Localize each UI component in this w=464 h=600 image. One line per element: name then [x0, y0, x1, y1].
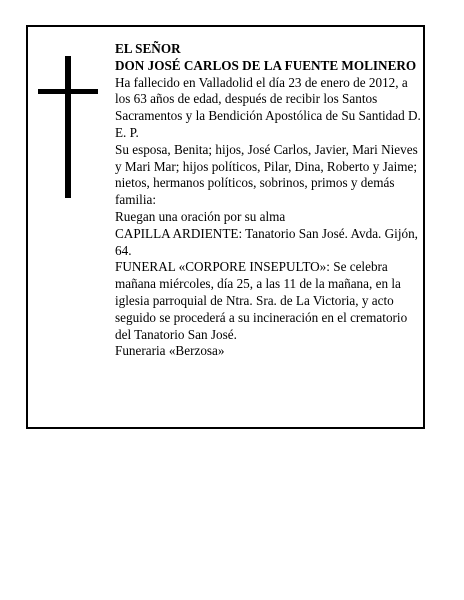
notice-heading-name: DON JOSÉ CARLOS DE LA FUENTE MOLINERO [115, 57, 417, 73]
prayer-request: Ruegan una oración por su alma [115, 208, 286, 224]
cross-vertical-bar [65, 56, 71, 198]
funeral-chapel-info: CAPILLA ARDIENTE: Tanatorio San José. Avda. Gijón, 64. [115, 225, 418, 258]
funeral-home: Funeraria «Berzosa» [115, 343, 225, 359]
death-announcement: Ha fallecido en Valladolid el día 23 de enero de 2012, a los 63 años de edad, después de recibir los Santos Sacramentos y la Bendición Apostólica de Su Santidad D. E. P. [115, 74, 421, 140]
notice-text [115, 41, 421, 360]
cross-icon [38, 56, 98, 198]
notice-heading-title: EL SEÑOR [115, 41, 181, 56]
family-list: Su esposa, Benita; hijos, José Carlos, Javier, Mari Nieves y Mari Mar; hijos políticos, Pilar, Dina, Roberto y Jaime; nietos, hermanos políticos, sobrinos, primos y demás familia: [115, 141, 418, 208]
cross-horizontal-bar [38, 89, 98, 94]
obituary-notice [26, 25, 425, 429]
funeral-service-info: FUNERAL «CORPORE INSEPULTO»: Se celebra mañana miércoles, día 25, a las 11 de la mañana, en la iglesia parroquial de Ntra. Sra. de La Victoria, y acto seguido se procederá a su incineración en el crematorio del Tanatorio San José. [115, 259, 408, 342]
